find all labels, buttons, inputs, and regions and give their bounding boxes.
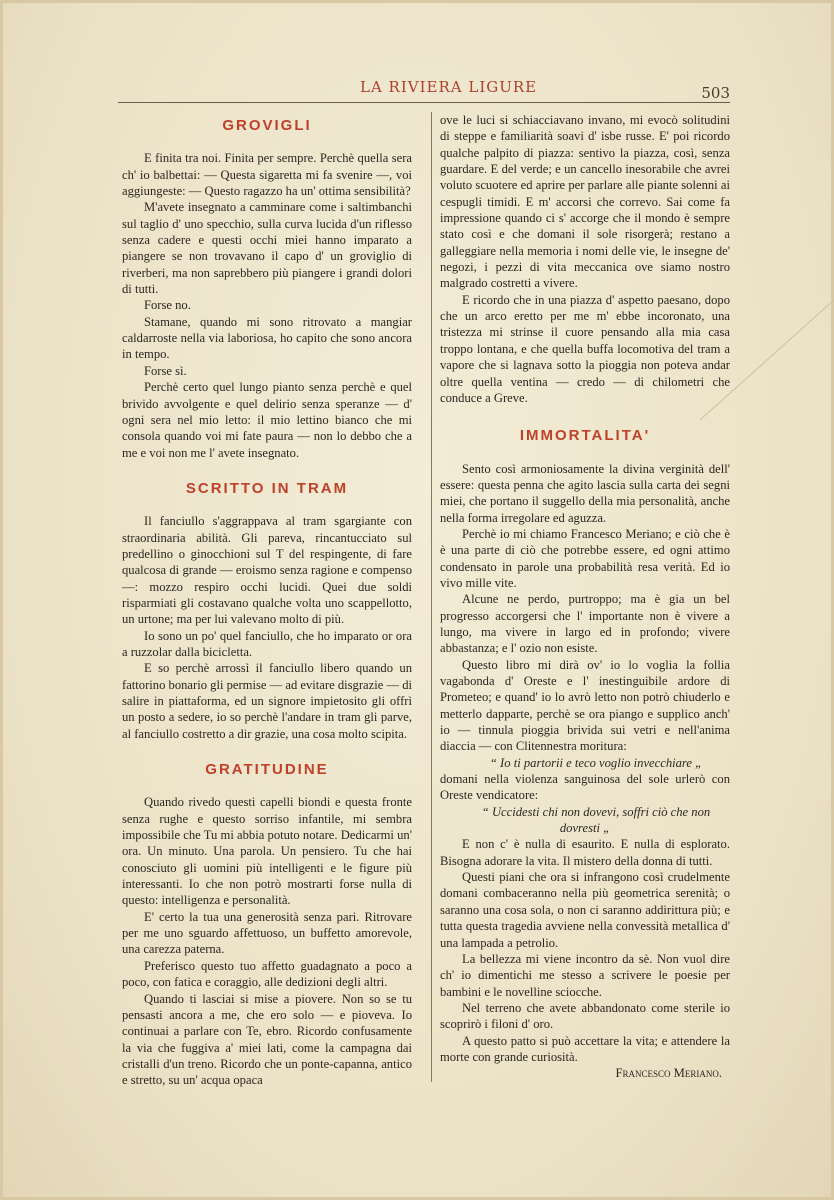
paragraph: M'avete insegnato a camminare come i saltimbanchi sul taglio d' uno specchio, sulla curva lucida d'un riflesso senza cadere e questi occhi miei hanno imparato a piangere se non trovavano il capo d' un groviglio di riverberi, ma non saprebbero più piangere i grandi dolori di tutti. (122, 200, 412, 297)
paragraph: A questo patto si può accettare la vita; e attendere la morte con grande curiosità. (440, 1033, 730, 1064)
paragraph: Forse sì. (144, 363, 187, 378)
paragraph: Stamane, quando mi sono ritrovato a mangiar caldarroste nella via laboriosa, ho capito che sono ancora in tempo. (122, 314, 412, 362)
paragraph: E ricordo che in una piazza d' aspetto paesano, dopo che un arco eretto per me m' ebbe incoronato, una tristezza mi strinse il cuore pensando alla mia casa troppo lontana, e che quella buffa locomotiva del tram a vapore che si lagnava sotto la pioggia non poteva andar oltre quella ventina — credo — di chilometri che conduce a Greve. (440, 292, 730, 405)
paragraph: Forse no. (144, 298, 191, 313)
section-title-scritto-in-tram: SCRITTO IN TRAM (185, 479, 349, 497)
header-rule (118, 102, 730, 103)
left-column (122, 112, 412, 1089)
right-column (440, 112, 730, 1082)
page-header (110, 78, 730, 102)
paragraph: Sento così armoniosamente la divina verginità dell' essere: questa penna che agito lascia sulla carta dei segni miei, che portano il suggello della mia personalità, anche nella forma irregolare ed aguzza. (440, 461, 730, 525)
running-title: LA RIVIERA LIGURE (360, 78, 538, 96)
author-signature: Francesco Meriano. (615, 1066, 722, 1081)
column-divider (431, 112, 432, 1082)
paragraph: Preferisco questo tuo affetto guadagnato a poco a poco, con fatica e coraggio, alle dedizioni degli altri. (122, 958, 412, 990)
paragraph: Perchè certo quel lungo pianto senza perchè e quel brivido avvolgente e quel delirio senza speranze — d' ogni sera nel mio letto: il mio lettino bianco che mi consola quando voi mi fate paura — non lo debbo che a me e voi non me l' avete insegnato. (122, 380, 412, 460)
paragraph: Questo libro mi dirà ov' io lo voglia la follia vagabonda d' Oreste e l' inestinguibile ardore di Prometeo; e quand' io lo avrò letto non potrò chiuderlo e metterlo dapparte, perchè se ora piango e supplico anch' io — tinnula pioggia brivida sui vetri e nell'anima diaccia — con Clitennestra moritura: (440, 657, 730, 754)
paragraph: E non c' è nulla di esaurito. E nulla di esplorato. Bisogna adorare la vita. Il mistero della donna di tutti. (440, 837, 730, 868)
page-number: 503 (701, 84, 730, 102)
paragraph: E so perchè arrossì il fanciullo libero quando un fattorino bonario gli permise — ad evitare disgrazie — di salire in piattaforma, ed un signore impietosito gli offrì un posto a sedere, io so perchè l'andare in tram gli parve, al fanciullo costretto a dir grazie, una cosa molto scipita. (122, 661, 412, 741)
paragraph: ove le luci si schiacciavano invano, mi evocò solitudini di steppe e familiarità soavi d' isbe russe. E' poi ricordo qualche palpito di piazza: sentivo la piazza, così, senza guardare. E del verde; e un cancello inesorabile che avrei voluto scuotere ed aprire per parlare alle piante solenni ai cespugli timidi. E m' accorsi che correvo. Sai come fa impressione quando ci s' accorge che il mondo è sempre stato così e che domani il sole risorgerà; restano a galleggiare nella memoria i nomi delle vie, le insegne de' negozi, i pezzi di vita meccanica ove siamo nostro malgrado costretti a vivere. (440, 113, 730, 291)
section-title-grovigli: GROVIGLI (222, 117, 312, 134)
paragraph: Il fanciullo s'aggrappava al tram sgargiante con straordinaria abilità. Gli pareva, rincantucciato sul predellino o ginocchioni sul T del respingente, di fare qualcosa di grande — eroismo senza ragione e compenso —: mozzo respiro occhi lucidi. Quei due soldi risparmiati gli costavano qualche volta uno scappellotto, un urtone; ma per lui valevano molto di più. (122, 514, 412, 627)
paragraph: Alcune ne perdo, purtroppo; ma è gia un bel progresso accorgersi che l' importante non è vivere a lungo, ma vivere in largo ed in profondo; vivere abbastanza; e l' ozio non esiste. (440, 592, 730, 656)
paragraph: Quando rivedo questi capelli biondi e questa fronte senza rughe e questo sorriso infantile, mi sembra impossibile che Tu mi abbia potuto notare. Dedicarmi un' ora. Un minuto. Una parola. Un pensiero. Tu che hai conosciuto gli uomini più intelligenti e le figure più interessanti. Io che non potrò mostrarti forse nulla di questo: intelligenza e personalità. (122, 795, 412, 908)
paragraph: E finita tra noi. Finita per sempre. Perchè quella sera ch' io balbettai: — Questa sigaretta mi fa svenire —, voi aggiungeste: — Questo ragazzo ha un' ottima sensibilità? (122, 151, 412, 199)
section-title-immortalita: IMMORTALITA' (519, 427, 651, 445)
section-title-gratitudine: GRATITUDINE (205, 761, 329, 779)
paragraph: Questi piani che ora si infrangono così crudelmente domani combaceranno nella più geometrica serenità; o saranno una cosa sola, o non ci saranno addirittura più; e tutta questa tragedia avviene nella convessità metallica d' una lampada a petrolio. (440, 870, 730, 950)
paragraph: domani nella violenza sanguinosa del sole urlerò con Oreste vendicatore: (440, 772, 730, 803)
paragraph: E' certo la tua una generosità senza pari. Ritrovare per me uno sguardo affettuoso, un buffetto amorevole, una carezza paterna. (122, 909, 412, 957)
quote-clitennestra: “ Io ti partorii e teco voglio invecchiare „ (489, 755, 703, 770)
paragraph: Quando ti lasciai si mise a piovere. Non so se tu pensasti ancora a me, che ero solo — e pioveva. Io continuai a parlare con Te, ebro. Ricordo confusamente la via che fuggiva a' miei lati, come la campagna dai cristalli d'un treno. Ricordo che un ponte-capanna, antico e stretto, su un' acqua opaca (122, 991, 412, 1088)
quote-oreste: “ Uccidesti chi non dovevi, soffri ciò che non dovresti „ (481, 804, 711, 836)
paragraph: Nel terreno che avete abbandonato come sterile io scoprirò i filoni d' oro. (440, 1000, 730, 1032)
paragraph: Perchè io mi chiamo Francesco Meriano; e ciò che è è una parte di ciò che potrebbe essere, ed ogni attimo condensato in parole una probabilità resa verità. Ed io vivo mille vite. (440, 526, 730, 590)
paragraph: La bellezza mi viene incontro da sè. Non vuol dire ch' io dimentichi me stesso a scrivere le poesie per bambini e le novelline sciocche. (440, 951, 730, 999)
paragraph: Io sono un po' quel fanciullo, che ho imparato or ora a ruzzolar dalla bicicletta. (122, 628, 412, 659)
